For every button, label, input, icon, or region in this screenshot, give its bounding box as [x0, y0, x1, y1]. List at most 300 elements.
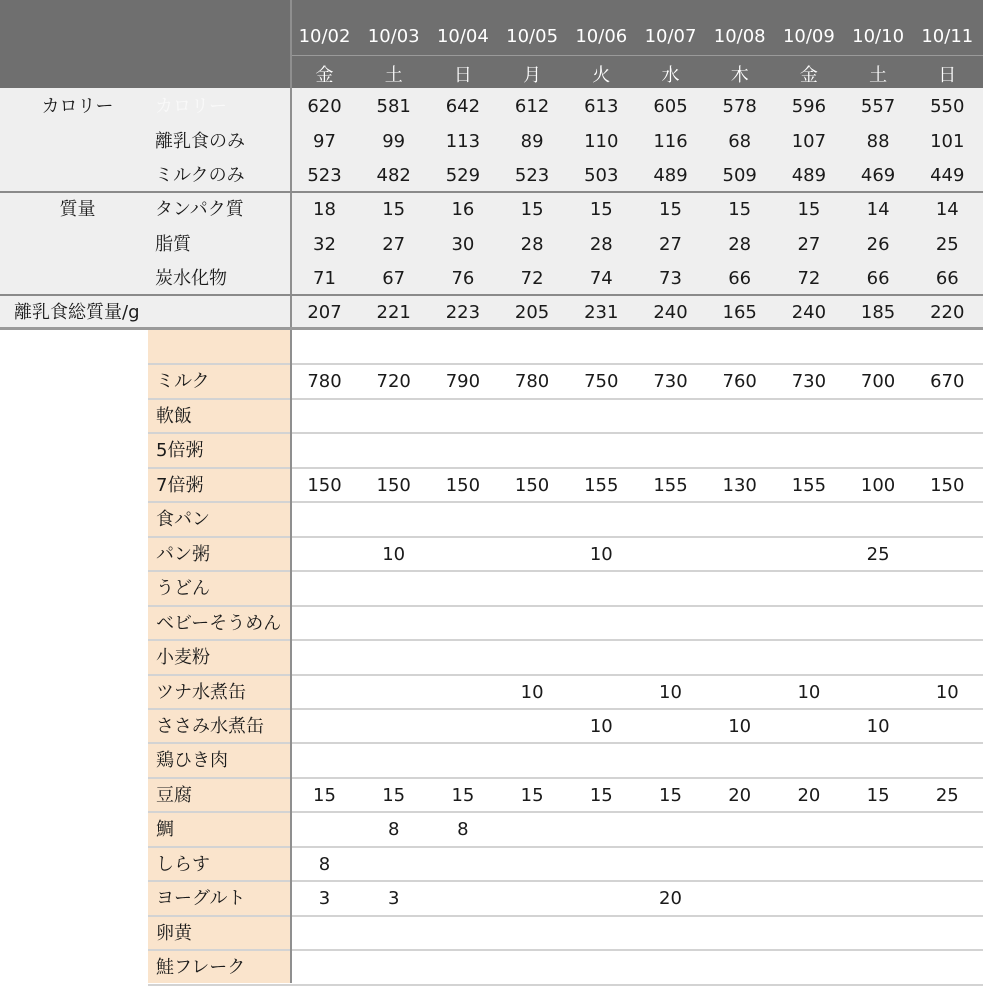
data-cell[interactable]	[290, 813, 359, 847]
data-cell[interactable]: 10	[866, 715, 890, 737]
data-cell[interactable]: 15	[728, 199, 752, 220]
row-label: ミルクのみ	[155, 165, 245, 186]
data-cell[interactable]	[498, 744, 567, 778]
calorie-baby-food-row	[0, 125, 983, 159]
data-cell[interactable]: 76	[451, 268, 475, 289]
data-cell[interactable]: 15	[659, 784, 682, 806]
data-cell[interactable]: 113	[445, 130, 481, 152]
data-cell[interactable]: 68	[728, 130, 752, 152]
data-cell[interactable]	[359, 951, 428, 985]
data-cell[interactable]	[290, 400, 359, 434]
data-cell[interactable]	[774, 710, 843, 744]
data-cell[interactable]	[705, 400, 774, 434]
data-cell[interactable]: 32	[313, 233, 336, 255]
data-cell[interactable]: 15	[797, 199, 821, 220]
column-day: 日	[453, 65, 472, 86]
data-cell[interactable]	[290, 331, 359, 365]
data-cell[interactable]: 8	[387, 819, 400, 841]
data-cell[interactable]: 20	[728, 784, 752, 806]
data-cell[interactable]	[498, 434, 567, 468]
data-cell[interactable]: 642	[445, 96, 481, 117]
data-cell[interactable]	[913, 710, 982, 744]
data-cell[interactable]	[636, 434, 705, 468]
data-cell[interactable]: 89	[520, 130, 544, 152]
row-label: 脂質	[155, 233, 191, 255]
data-cell[interactable]: 780	[307, 371, 342, 393]
data-cell[interactable]: 150	[445, 474, 481, 496]
data-cell[interactable]: 88	[866, 130, 890, 152]
data-cell[interactable]	[567, 744, 636, 778]
data-cell[interactable]	[844, 813, 913, 847]
data-cell[interactable]	[705, 917, 774, 951]
data-cell[interactable]: 523	[307, 165, 342, 186]
data-cell[interactable]: 3	[318, 888, 331, 910]
data-cell[interactable]	[428, 676, 497, 710]
data-cell[interactable]	[774, 503, 843, 537]
data-cell[interactable]	[705, 744, 774, 778]
data-cell[interactable]	[359, 572, 428, 606]
data-cell[interactable]	[913, 538, 982, 572]
data-cell[interactable]	[290, 641, 359, 675]
data-cell[interactable]: 15	[382, 199, 406, 220]
data-cell[interactable]	[913, 607, 982, 641]
data-cell[interactable]: 523	[514, 165, 550, 186]
data-cell[interactable]: 101	[930, 130, 965, 152]
data-cell[interactable]	[498, 641, 567, 675]
mass-group-label: 質量	[59, 199, 96, 220]
data-cell[interactable]	[428, 882, 497, 916]
data-cell[interactable]	[428, 400, 497, 434]
data-cell[interactable]: 240	[791, 302, 827, 323]
column-date[interactable]: 10/09	[782, 26, 835, 47]
data-cell[interactable]: 3	[387, 888, 400, 910]
data-cell[interactable]: 165	[722, 302, 757, 323]
data-cell[interactable]: 10	[382, 543, 406, 565]
column-date[interactable]: 10/02	[298, 26, 351, 47]
data-cell[interactable]	[913, 744, 982, 778]
data-cell[interactable]	[774, 848, 843, 882]
data-cell[interactable]: 15	[589, 199, 613, 220]
data-cell[interactable]: 25	[935, 233, 959, 255]
data-cell[interactable]	[567, 848, 636, 882]
data-cell[interactable]: 155	[653, 474, 688, 496]
row-label: 離乳食のみ	[155, 130, 245, 152]
data-cell[interactable]	[498, 917, 567, 951]
data-cell[interactable]	[774, 400, 843, 434]
column-date[interactable]: 10/03	[367, 26, 420, 47]
data-cell[interactable]: 15	[659, 199, 682, 220]
data-cell[interactable]	[705, 503, 774, 537]
data-cell[interactable]: 613	[584, 96, 619, 117]
data-cell[interactable]	[359, 641, 428, 675]
column-day: 日	[938, 65, 957, 86]
data-cell[interactable]: 10	[659, 681, 682, 703]
data-cell[interactable]	[428, 951, 497, 985]
data-cell[interactable]: 18	[313, 199, 336, 220]
data-cell[interactable]	[705, 331, 774, 365]
data-cell[interactable]: 700	[860, 371, 896, 393]
data-cell[interactable]	[290, 917, 359, 951]
data-cell[interactable]: 10	[935, 681, 959, 703]
food-label: ベビーそうめん	[156, 612, 282, 634]
data-cell[interactable]	[498, 813, 567, 847]
food-label: 食パン	[156, 509, 210, 531]
column-date[interactable]: 10/11	[921, 26, 974, 47]
data-cell[interactable]	[705, 607, 774, 641]
data-cell[interactable]: 27	[659, 233, 682, 255]
data-cell[interactable]	[290, 434, 359, 468]
summary-bottom-border	[0, 327, 983, 330]
data-cell[interactable]: 16	[451, 199, 475, 220]
data-cell[interactable]: 28	[520, 233, 544, 255]
data-cell[interactable]: 116	[653, 130, 688, 152]
column-date[interactable]: 10/08	[713, 26, 766, 47]
data-cell[interactable]	[290, 572, 359, 606]
data-cell[interactable]	[498, 503, 567, 537]
data-cell[interactable]: 150	[376, 474, 411, 496]
data-cell[interactable]	[359, 710, 428, 744]
data-cell[interactable]: 15	[866, 784, 890, 806]
data-cell[interactable]	[774, 917, 843, 951]
data-cell[interactable]: 26	[866, 233, 890, 255]
food-label: ささみ水煮缶	[156, 715, 264, 737]
data-cell[interactable]	[844, 434, 913, 468]
column-date[interactable]: 10/04	[436, 26, 489, 47]
column-day: 木	[730, 65, 749, 86]
data-cell[interactable]	[774, 331, 843, 365]
data-cell[interactable]	[774, 572, 843, 606]
data-cell[interactable]: 207	[307, 302, 342, 323]
data-cell[interactable]	[913, 951, 982, 985]
data-cell[interactable]	[774, 882, 843, 916]
data-cell[interactable]	[844, 744, 913, 778]
data-cell[interactable]: 25	[935, 784, 959, 806]
data-cell[interactable]: 130	[722, 474, 757, 496]
data-cell[interactable]	[428, 434, 497, 468]
food-label: 卵黄	[156, 922, 192, 944]
data-cell[interactable]	[498, 572, 567, 606]
data-cell[interactable]	[636, 848, 705, 882]
data-cell[interactable]	[705, 434, 774, 468]
data-cell[interactable]: 489	[791, 165, 827, 186]
data-cell[interactable]: 730	[653, 371, 688, 393]
data-cell[interactable]: 27	[797, 233, 821, 255]
data-cell[interactable]: 100	[860, 474, 896, 496]
data-cell[interactable]: 10	[797, 681, 821, 703]
data-cell[interactable]	[498, 882, 567, 916]
data-cell[interactable]: 730	[791, 371, 827, 393]
data-cell[interactable]	[913, 882, 982, 916]
data-cell[interactable]	[774, 434, 843, 468]
data-cell[interactable]	[844, 331, 913, 365]
data-cell[interactable]	[359, 917, 428, 951]
data-cell[interactable]: 73	[659, 268, 682, 289]
data-cell[interactable]	[428, 710, 497, 744]
food-label: ツナ水煮缶	[156, 681, 246, 703]
data-cell[interactable]: 8	[318, 853, 331, 875]
data-cell[interactable]	[359, 503, 428, 537]
column-day: 土	[869, 65, 888, 86]
total-mass-row	[0, 296, 983, 330]
data-cell[interactable]: 720	[376, 371, 411, 393]
data-cell[interactable]	[567, 503, 636, 537]
data-cell[interactable]: 20	[797, 784, 821, 806]
data-cell[interactable]	[567, 400, 636, 434]
food-label: 鶏ひき肉	[156, 750, 228, 772]
data-cell[interactable]	[844, 951, 913, 985]
data-cell[interactable]	[913, 331, 982, 365]
data-cell[interactable]: 469	[860, 165, 896, 186]
data-cell[interactable]: 670	[930, 371, 965, 393]
data-cell[interactable]	[636, 503, 705, 537]
data-cell[interactable]: 550	[930, 96, 965, 117]
data-cell[interactable]	[913, 813, 982, 847]
data-cell[interactable]	[913, 400, 982, 434]
data-cell[interactable]	[705, 951, 774, 985]
data-cell[interactable]	[428, 848, 497, 882]
data-cell[interactable]	[359, 400, 428, 434]
data-cell[interactable]	[290, 503, 359, 537]
data-cell[interactable]: 489	[653, 165, 688, 186]
data-cell[interactable]	[428, 572, 497, 606]
data-cell[interactable]	[705, 572, 774, 606]
data-cell[interactable]	[498, 607, 567, 641]
data-cell[interactable]: 28	[728, 233, 752, 255]
data-cell[interactable]: 110	[584, 130, 619, 152]
data-cell[interactable]: 503	[584, 165, 619, 186]
protein-row	[0, 193, 983, 227]
data-cell[interactable]: 578	[722, 96, 757, 117]
food-label: 小麦粉	[156, 647, 210, 669]
data-cell[interactable]: 750	[584, 371, 619, 393]
data-cell[interactable]	[290, 607, 359, 641]
data-cell[interactable]	[913, 917, 982, 951]
data-cell[interactable]: 10	[589, 543, 613, 565]
data-cell[interactable]	[844, 917, 913, 951]
data-cell[interactable]	[428, 607, 497, 641]
data-cell[interactable]	[844, 503, 913, 537]
data-cell[interactable]: 10	[589, 715, 613, 737]
data-cell[interactable]: 780	[514, 371, 550, 393]
data-cell[interactable]: 15	[589, 784, 613, 806]
data-cell[interactable]	[636, 744, 705, 778]
data-cell[interactable]: 15	[520, 784, 544, 806]
food-label: 鮭フレーク	[156, 957, 246, 979]
data-cell[interactable]	[498, 538, 567, 572]
data-cell[interactable]: 482	[376, 165, 411, 186]
data-cell[interactable]: 15	[382, 784, 406, 806]
data-cell[interactable]	[290, 676, 359, 710]
column-date[interactable]: 10/10	[852, 26, 905, 47]
data-cell[interactable]: 150	[514, 474, 550, 496]
data-cell[interactable]: 155	[584, 474, 619, 496]
data-cell[interactable]	[428, 538, 497, 572]
data-cell[interactable]	[705, 813, 774, 847]
data-cell[interactable]	[567, 607, 636, 641]
data-cell[interactable]: 557	[860, 96, 896, 117]
data-cell[interactable]: 72	[520, 268, 544, 289]
data-cell[interactable]	[290, 538, 359, 572]
data-cell[interactable]	[567, 951, 636, 985]
data-cell[interactable]: 25	[866, 543, 890, 565]
data-cell[interactable]	[844, 607, 913, 641]
data-cell[interactable]: 20	[659, 888, 682, 910]
data-cell[interactable]	[290, 744, 359, 778]
data-cell[interactable]	[359, 607, 428, 641]
data-cell[interactable]: 205	[514, 302, 550, 323]
data-cell[interactable]: 28	[589, 233, 613, 255]
data-cell[interactable]	[567, 572, 636, 606]
row-gridline	[148, 984, 983, 986]
food-label: 鯛	[156, 819, 174, 841]
food-label: 軟飯	[156, 405, 192, 427]
data-cell[interactable]: 15	[451, 784, 475, 806]
data-cell[interactable]	[359, 848, 428, 882]
data-cell[interactable]	[567, 813, 636, 847]
data-cell[interactable]: 150	[930, 474, 965, 496]
data-cell[interactable]	[359, 331, 428, 365]
column-date[interactable]: 10/06	[575, 26, 628, 47]
data-cell[interactable]	[774, 538, 843, 572]
data-cell[interactable]	[428, 641, 497, 675]
data-cell[interactable]	[913, 848, 982, 882]
data-cell[interactable]	[844, 676, 913, 710]
data-cell[interactable]	[636, 331, 705, 365]
data-cell[interactable]	[359, 744, 428, 778]
data-cell[interactable]	[567, 641, 636, 675]
column-day: 火	[592, 65, 611, 86]
data-cell[interactable]	[774, 951, 843, 985]
food-label: 豆腐	[156, 784, 192, 806]
data-cell[interactable]: 99	[382, 130, 406, 152]
data-cell[interactable]	[567, 917, 636, 951]
data-cell[interactable]: 155	[791, 474, 827, 496]
data-cell[interactable]	[428, 331, 497, 365]
data-cell[interactable]: 221	[376, 302, 411, 323]
data-cell[interactable]	[705, 882, 774, 916]
column-date[interactable]: 10/07	[644, 26, 697, 47]
data-cell[interactable]: 71	[313, 268, 336, 289]
data-cell[interactable]: 66	[935, 268, 959, 289]
data-cell[interactable]: 596	[791, 96, 827, 117]
data-cell[interactable]	[498, 848, 567, 882]
data-cell[interactable]	[774, 813, 843, 847]
data-cell[interactable]	[636, 400, 705, 434]
data-cell[interactable]	[774, 607, 843, 641]
data-cell[interactable]: 27	[382, 233, 406, 255]
data-cell[interactable]	[498, 710, 567, 744]
data-cell[interactable]: 72	[797, 268, 821, 289]
data-cell[interactable]: 449	[930, 165, 965, 186]
data-cell[interactable]	[498, 400, 567, 434]
data-cell[interactable]	[913, 434, 982, 468]
data-cell[interactable]	[774, 641, 843, 675]
data-cell[interactable]	[498, 951, 567, 985]
data-cell[interactable]	[567, 434, 636, 468]
data-cell[interactable]: 581	[376, 96, 411, 117]
data-cell[interactable]: 15	[520, 199, 544, 220]
data-cell[interactable]: 10	[520, 681, 544, 703]
data-cell[interactable]	[636, 813, 705, 847]
data-cell[interactable]	[913, 572, 982, 606]
data-cell[interactable]	[636, 917, 705, 951]
data-cell[interactable]	[913, 503, 982, 537]
data-cell[interactable]	[428, 744, 497, 778]
data-cell[interactable]	[290, 951, 359, 985]
food-label: 7倍粥	[156, 474, 204, 496]
data-cell[interactable]	[705, 641, 774, 675]
data-cell[interactable]: 14	[866, 199, 890, 220]
data-cell[interactable]: 223	[445, 302, 481, 323]
data-cell[interactable]	[498, 331, 567, 365]
data-cell[interactable]	[636, 641, 705, 675]
data-cell[interactable]	[705, 676, 774, 710]
column-date[interactable]: 10/05	[506, 26, 559, 47]
data-cell[interactable]: 10	[728, 715, 752, 737]
data-cell[interactable]: 605	[653, 96, 688, 117]
data-cell[interactable]	[636, 538, 705, 572]
data-cell[interactable]	[359, 676, 428, 710]
data-cell[interactable]: 231	[584, 302, 619, 323]
data-cell[interactable]	[359, 434, 428, 468]
total-mass-label: 離乳食総質量/g	[14, 302, 140, 323]
food-label: しらす	[156, 853, 210, 875]
data-cell[interactable]: 97	[313, 130, 336, 152]
data-cell[interactable]	[636, 710, 705, 744]
data-cell[interactable]: 66	[866, 268, 890, 289]
data-cell[interactable]: 30	[451, 233, 475, 255]
data-cell[interactable]	[636, 951, 705, 985]
data-cell[interactable]	[705, 538, 774, 572]
data-cell[interactable]	[567, 331, 636, 365]
data-cell[interactable]	[705, 848, 774, 882]
calorie-group-label: カロリー	[41, 96, 114, 117]
data-cell[interactable]	[567, 676, 636, 710]
data-cell[interactable]: 509	[722, 165, 757, 186]
data-cell[interactable]	[567, 882, 636, 916]
data-cell[interactable]: 107	[791, 130, 827, 152]
data-cell[interactable]: 67	[382, 268, 406, 289]
data-cell[interactable]: 14	[935, 199, 959, 220]
data-cell[interactable]: 790	[445, 371, 481, 393]
data-cell[interactable]	[774, 744, 843, 778]
data-cell[interactable]	[844, 882, 913, 916]
data-cell[interactable]: 150	[307, 474, 342, 496]
data-cell[interactable]	[844, 400, 913, 434]
data-cell[interactable]: 15	[313, 784, 336, 806]
data-cell[interactable]: 760	[722, 371, 757, 393]
data-cell[interactable]	[428, 917, 497, 951]
row-label: 炭水化物	[155, 268, 227, 289]
data-cell[interactable]	[844, 641, 913, 675]
data-cell[interactable]	[844, 848, 913, 882]
data-cell[interactable]	[636, 572, 705, 606]
data-cell[interactable]: 612	[514, 96, 550, 117]
data-cell[interactable]	[428, 503, 497, 537]
data-cell[interactable]	[290, 710, 359, 744]
data-cell[interactable]: 620	[307, 96, 342, 117]
data-cell[interactable]: 66	[728, 268, 752, 289]
data-cell[interactable]: 8	[457, 819, 469, 841]
data-cell[interactable]: 185	[860, 302, 896, 323]
data-cell[interactable]	[844, 572, 913, 606]
data-cell[interactable]	[636, 607, 705, 641]
data-cell[interactable]: 220	[930, 302, 965, 323]
data-cell[interactable]: 74	[589, 268, 613, 289]
data-cell[interactable]	[913, 641, 982, 675]
data-cell[interactable]: 529	[445, 165, 481, 186]
data-cell[interactable]: 240	[653, 302, 688, 323]
